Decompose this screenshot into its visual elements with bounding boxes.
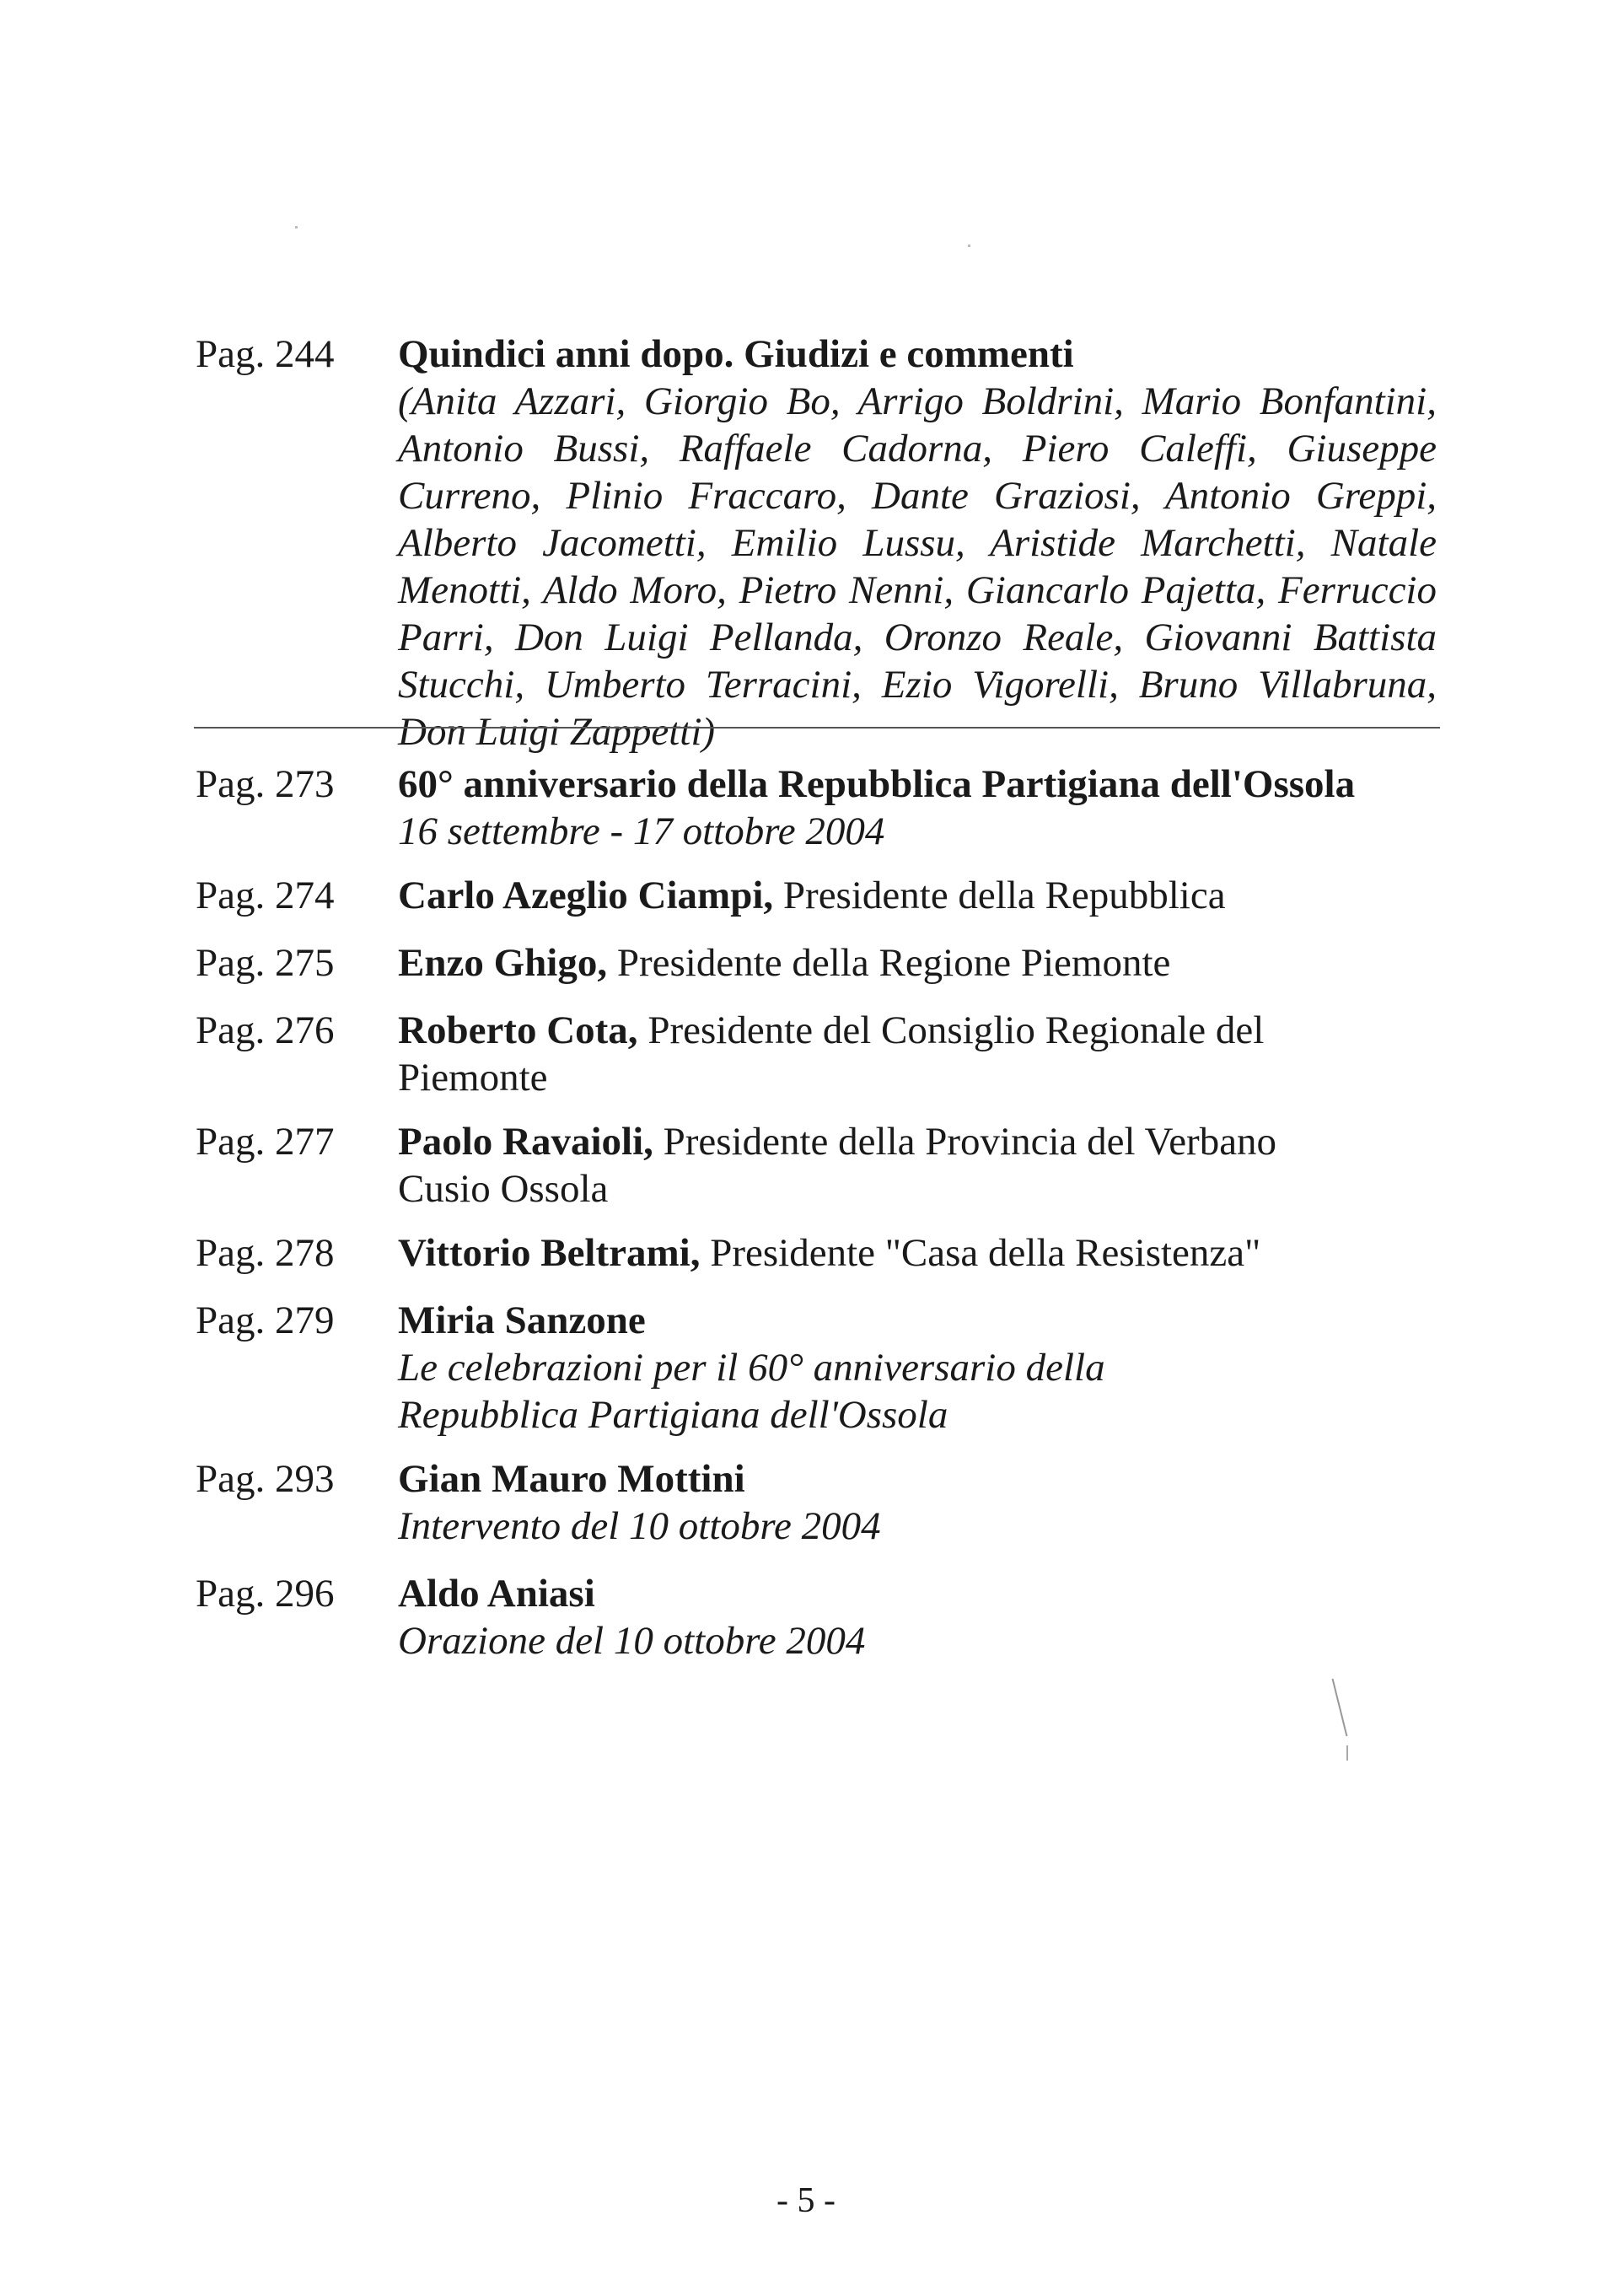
page-number-footer: - 5 -	[776, 2181, 836, 2220]
toc-entry-description: Presidente del Consiglio Regionale del Piemonte	[398, 1008, 1265, 1100]
toc-page-number: Pag. 275	[196, 941, 335, 985]
toc-entry-body	[398, 1570, 1437, 1664]
toc-entry-title: Paolo Ravaioli,	[398, 1120, 653, 1164]
toc-entry-title: 60° anniversario della Repubblica Partigiana dell'Ossola	[398, 762, 1356, 806]
toc-entry-names: (Anita Azzari, Giorgio Bo, Arrigo Boldrini, Mario Bonfantini, Antonio Bussi, Raffaele Cadorna, Piero Caleffi, Giuseppe Curreno, Plinio Fraccaro, Dante Graziosi, Antonio Greppi, Alberto Jacometti, Emilio Lussu, Aristide Marchetti, Natale Menotti, Aldo Moro, Pietro Nenni, Giancarlo Pajetta, Ferruccio Parri, Don Luigi Pellanda, Oronzo Reale, Giovanni Battista Stucchi, Umberto Terracini, Ezio Vigorelli, Bruno Villabruna, Don Luigi Zappetti)	[398, 379, 1437, 754]
toc-entry-body	[398, 1229, 1437, 1277]
toc-entry-body	[398, 1455, 1437, 1550]
toc-entry-body	[398, 939, 1437, 987]
toc-page-number: Pag. 274	[196, 874, 335, 917]
toc-entry-description: Presidente della Repubblica	[773, 874, 1226, 917]
toc-entry-title: Miria Sanzone	[398, 1299, 646, 1342]
toc-entry-title: Aldo Aniasi	[398, 1572, 595, 1616]
toc-page-number: Pag. 293	[196, 1457, 335, 1501]
toc-page-number: Pag. 276	[196, 1008, 335, 1052]
scan-speck	[968, 245, 970, 247]
toc-page-number: Pag. 277	[196, 1120, 335, 1164]
scan-speck	[295, 226, 298, 229]
toc-entry-title: Carlo Azeglio Ciampi,	[398, 874, 774, 917]
toc-entry-body	[398, 331, 1437, 755]
toc-page-number: Pag. 279	[196, 1299, 335, 1342]
toc-entry-body	[398, 1118, 1359, 1213]
toc-page-number: Pag. 296	[196, 1572, 335, 1616]
toc-page-number: Pag. 244	[196, 332, 335, 376]
toc-entry-body	[398, 1297, 1292, 1438]
toc-entry-body	[398, 872, 1437, 919]
toc-entry-description: Presidente della Provincia del Verbano Cusio Ossola	[398, 1120, 1277, 1211]
toc-entry-title: Enzo Ghigo,	[398, 941, 608, 985]
scan-mark	[1332, 1679, 1348, 1736]
scan-mark	[1346, 1745, 1348, 1761]
toc-entry-description: Presidente "Casa della Resistenza"	[700, 1231, 1261, 1275]
section-divider	[194, 727, 1440, 729]
toc-page-number: Pag. 278	[196, 1231, 335, 1275]
toc-entry-title: Quindici anni dopo. Giudizi e commenti	[398, 332, 1074, 376]
toc-entry-body	[398, 1007, 1359, 1101]
toc-entry-subtitle: 16 settembre - 17 ottobre 2004	[398, 809, 885, 853]
toc-entry-subtitle: Le celebrazioni per il 60° anniversario della Repubblica Partigiana dell'Ossola	[398, 1346, 1105, 1437]
toc-entry-body	[398, 761, 1437, 855]
toc-entry-title: Roberto Cota,	[398, 1008, 638, 1052]
toc-entry-description: Presidente della Regione Piemonte	[607, 941, 1171, 985]
toc-entry-subtitle: Intervento del 10 ottobre 2004	[398, 1504, 881, 1548]
toc-page-number: Pag. 273	[196, 762, 335, 806]
toc-entry-title: Gian Mauro Mottini	[398, 1457, 745, 1501]
toc-entry-subtitle: Orazione del 10 ottobre 2004	[398, 1619, 866, 1663]
toc-entry-title: Vittorio Beltrami,	[398, 1231, 701, 1275]
